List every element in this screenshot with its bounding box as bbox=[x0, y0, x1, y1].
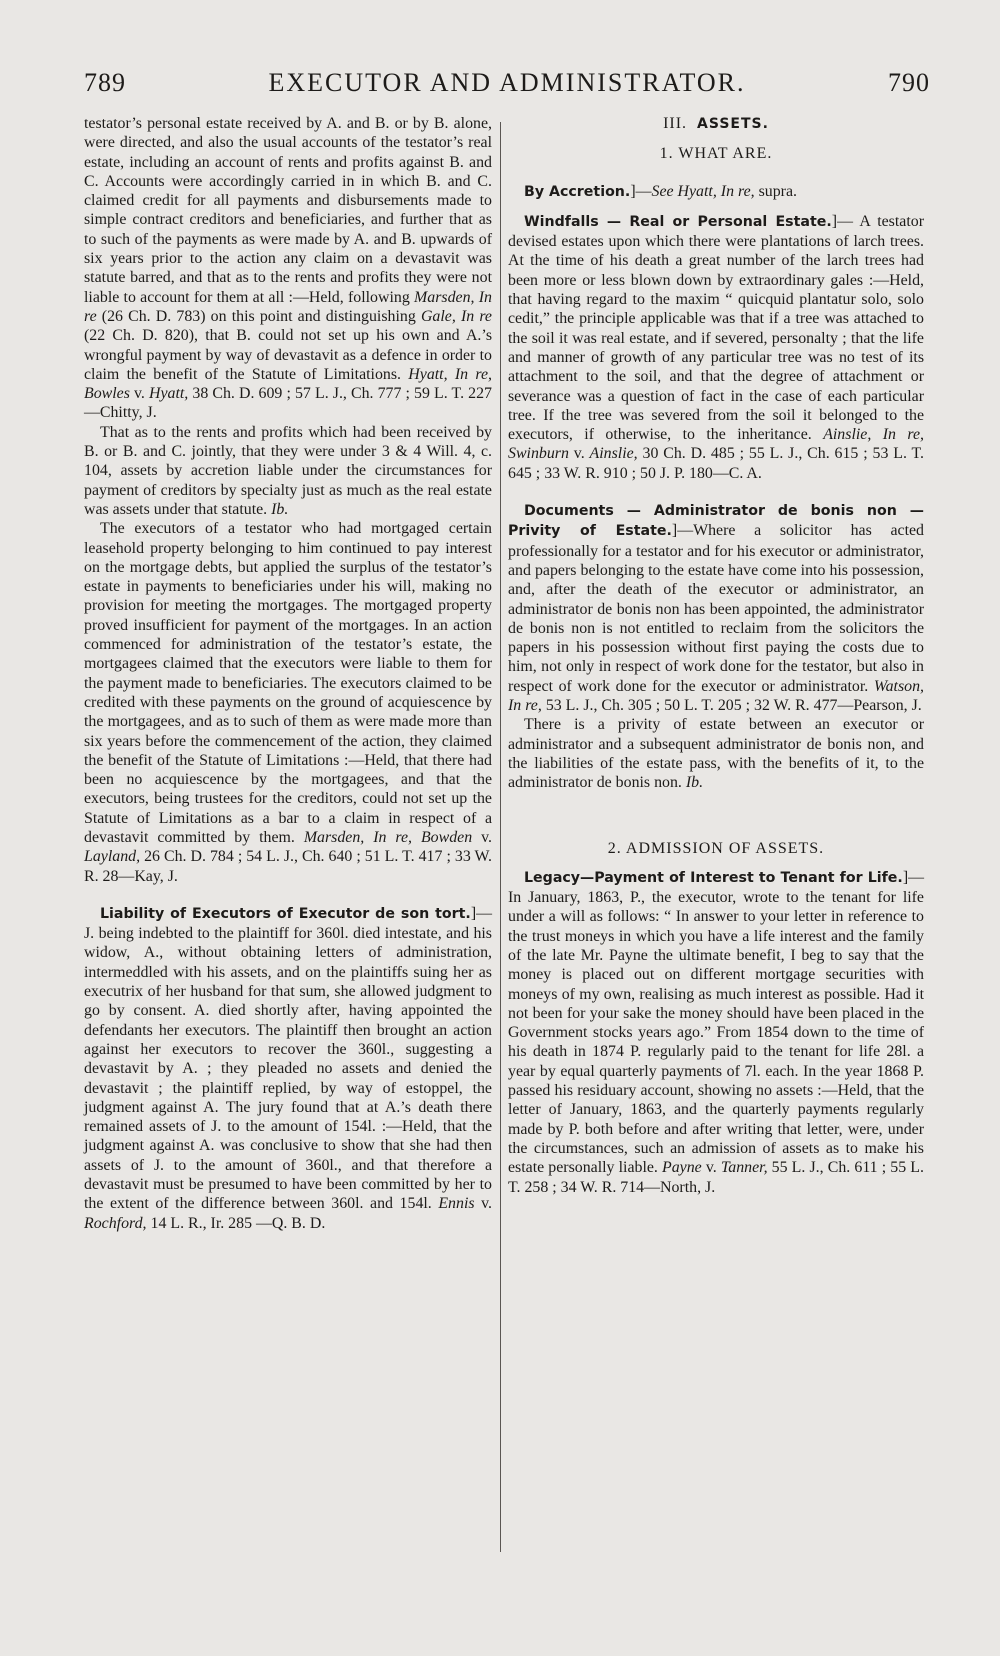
case-name: Rochford, bbox=[84, 1214, 147, 1232]
ibid: Ib. bbox=[271, 500, 289, 518]
paragraph-legacy bbox=[508, 868, 924, 1197]
text: testator’s personal estate received by A. and B. or by B. alone, were directed, and also the usual accounts of the testator’s real estate, including an account of rents and profits against B. and C. Accounts were accordingly carried in in which B. and C. claimed credit for all payments and disbursements made to simple contract creditors and beneficiaries, and further that as to such of the payments as were made by A. and B. upwards of six years prior to the action any claim on a devastavit was statute barred, and that as to the rents and profits they were not liable to account for them at all :—Held, following bbox=[84, 115, 492, 306]
text: v. bbox=[701, 1159, 721, 1177]
citation: 30 Ch. D. 485 ; 55 L. J., Ch. 615 ; 53 L. T. 645 ; 33 W. R. 910 ; 50 J. P. 180—C. A. bbox=[508, 445, 924, 482]
column-divider bbox=[500, 122, 501, 1552]
citation: 55 L. J., Ch. 611 ; 55 L. T. 258 ; 34 W. R. 714—North, J. bbox=[508, 1159, 924, 1196]
case-name: Ennis bbox=[438, 1195, 475, 1213]
case-name: Gale, In re bbox=[420, 307, 492, 325]
text: There is a privity of estate between an executor or administrator and a subsequent administrator de bonis non, and the liabilities of the estate pass, with the benefits of it, to the administrator de bonis non. bbox=[508, 716, 924, 792]
case-name: Ainslie, bbox=[589, 445, 638, 463]
case-name: Hyatt, bbox=[149, 385, 189, 403]
cross-reference: See Hyatt, In re, bbox=[651, 182, 755, 200]
citation: 38 Ch. D. 609 ; 57 L. J., Ch. 777 ; 59 L. T. 227—Chitty, J. bbox=[84, 385, 492, 422]
text: The executors of a testator who had mortgaged certain leasehold property belonging to him continued to pay interest on the mortgage debts, but applied the surplus of the testator’s estate in payments to beneficiaries under his will, making no provision for meeting the mortgages. The mortgaged property proved insufficient for payment of the mortgages. In an action commenced for administration of the testator’s estate, the mortgagees claimed that the executors were liable to them for the payment made to beneficiaries. The executors claimed to be credited with these payments on the ground of acquiescence by the mortgagees, and as to such of them as were made more than six years before the commencement of the action, they claimed the benefit of the Statute of Limitations :—Held, that there had been no acquiescence by the mortgagees, and that the executors, being trustees for the creditors, could not set up the Statute of Limitations as a bar to a claim in respect of a devastavit committed by them. bbox=[84, 520, 492, 846]
paragraph-accretion bbox=[508, 182, 924, 202]
text: (26 Ch. D. 783) on this point and distinguishing bbox=[96, 307, 421, 325]
subsection-heading-admission: 2. ADMISSION OF ASSETS. bbox=[607, 839, 825, 857]
case-name: Tanner, bbox=[720, 1159, 768, 1177]
text: That as to the rents and profits which had been received by B. or B. and C. jointly, that they were under 3 & 4 Will. 4, c. 104, assets by accretion liable under the circumstances for payment of creditors by specialty just as much as the real estate was assets under that statute. bbox=[84, 423, 492, 518]
paragraph-marsden bbox=[84, 519, 492, 886]
paragraph-privity bbox=[508, 715, 924, 792]
text: v. bbox=[472, 828, 493, 846]
case-name: Watson, In re, bbox=[508, 677, 924, 715]
entry-heading: By Accretion. bbox=[524, 183, 631, 200]
section-title: ASSETS. bbox=[697, 116, 769, 132]
case-name: Marsden, In re, Bowden bbox=[303, 828, 473, 846]
text: ]—Where a solicitor has acted professionally for a testator and for his executor or administrator, and papers belonging to the estate have come into his possession, and, after the death of the executor or administrator, an administrator de bonis non has been appointed, the administrator de bonis non is not entitled to reclaim from the solicitors the papers in his possession without first paying the costs due to him, not only in respect of work done for the testator, but also in respect of work done for the executor or administrator. bbox=[508, 522, 924, 695]
left-column bbox=[84, 114, 492, 1233]
paragraph-windfalls bbox=[508, 212, 924, 483]
case-name: Hyatt, In re, Bowles bbox=[84, 365, 492, 403]
page-number-right: 790 bbox=[888, 68, 930, 97]
paragraph-documents bbox=[508, 501, 924, 715]
entry-heading: Windfalls — Real or Personal Estate. bbox=[524, 213, 832, 230]
entry-heading: Documents — Administrator de bonis non — Privity of Estate. bbox=[508, 503, 924, 540]
text: v. bbox=[474, 1195, 492, 1213]
section-heading-assets bbox=[508, 114, 924, 134]
text: ]—In January, 1863, P., the executor, wrote to the tenant for life under a will as follows: “ In answer to your letter in reference to the trust moneys in which you have a life interest and the family of the late Mr. Payne the ultimate benefit, I beg to say that the money is placed out on different mortgage securities with moneys of my own, realising as much interest as possible. Had it not been for your sake the money should have been placed in the Government stocks years ago.” From 1854 down to the time of his death in 1874 P. regularly paid to the tenant for life 28l. a year by equal quarterly payments of 7l. each. In the year 1868 P. passed his residuary account, showing no assets :—Held, that the letter of January, 1863, and the quarterly payments regularly made by P. both before and after writing that letter, were, under the circumstances, such an admission of assets as to make his estate personally liable. bbox=[508, 868, 924, 1177]
case-name: Layland, bbox=[84, 848, 141, 866]
entry-heading: Legacy—Payment of Interest to Tenant for Life. bbox=[524, 869, 903, 886]
citation: 26 Ch. D. 784 ; 54 L. J., Ch. 640 ; 51 L. T. 417 ; 33 W. R. 28—Kay, J. bbox=[84, 848, 492, 885]
text: ]—J. being indebted to the plaintiff for 360l. died intestate, and his widow, A., without obtaining letters of administration, intermeddled with his assets, and on the plaintiffs suing her as executrix of her husband for that sum, she allowed judgment to go by consent. A. died shortly after, having appointed the defendants her executors. The plaintiff then brought an action against her executors to recover the 360l., suggesting a devastavit by A. ; they pleaded no assets and denied the devastavit ; the plaintiff replied, by way of estoppel, the judgment against A. The jury found that at A.’s death there remained assets of J. to the amount of 154l. :—Held, that the judgment against A. was conclusive to show that she had then assets of J. to the amount of 360l., and that therefore a devastavit must be presumed to have been committed by her to the extent of the difference between 360l. and 154l. bbox=[84, 904, 492, 1213]
case-name: Ainslie, In re, Swinburn bbox=[508, 426, 924, 463]
subsection-heading-what-are: 1. WHAT ARE. bbox=[659, 145, 773, 163]
page-number-left: 789 bbox=[84, 68, 126, 97]
text: ]— A testator devised estates upon which there were plantations of larch trees. At the time of his death a great number of the larch trees had been more or less blown down by extraordinary gales :—Held, that having regard to the maxim “ quicquid plantatur solo, solo cedit,” the principle applicable was that if a tree was attached to the soil it was real estate, and if severed, personalty ; that the life and manner of growth of any particular tree was no test of its attachment to the soil, and that the degree of attachment or severance was a question of fact in the case of each particular tree. If the tree was severed from the soil it belonged to the executors, if otherwise, to the inheritance. bbox=[508, 212, 924, 444]
paragraph-de-son-tort bbox=[84, 904, 492, 1233]
text: supra. bbox=[754, 182, 797, 200]
ibid: Ib. bbox=[685, 774, 704, 792]
paragraph-hyatt bbox=[84, 114, 492, 423]
text: v. bbox=[568, 445, 590, 463]
running-title: EXECUTOR AND ADMINISTRATOR. bbox=[268, 68, 746, 97]
case-name: Marsden, In re bbox=[84, 288, 492, 325]
entry-heading: Liability of Executors of Executor de son tort. bbox=[100, 905, 471, 922]
case-name: Payne bbox=[662, 1159, 702, 1177]
text: v. bbox=[129, 385, 149, 403]
section-number: III. bbox=[663, 115, 688, 132]
citation: 14 L. R., Ir. 285 —Q. B. D. bbox=[146, 1214, 326, 1232]
citation: 53 L. J., Ch. 305 ; 50 L. T. 205 ; 32 W. R. 477—Pearson, J. bbox=[541, 697, 922, 715]
right-column bbox=[508, 114, 924, 1197]
paragraph-rents bbox=[84, 423, 492, 519]
text: (22 Ch. D. 820), that B. could not set up his own and A.’s wrongful payment by way of devastavit as a defence in order to claim the benefit of the Statute of Limitations. bbox=[84, 327, 492, 383]
text: ]— bbox=[630, 182, 652, 200]
running-header bbox=[84, 68, 930, 108]
